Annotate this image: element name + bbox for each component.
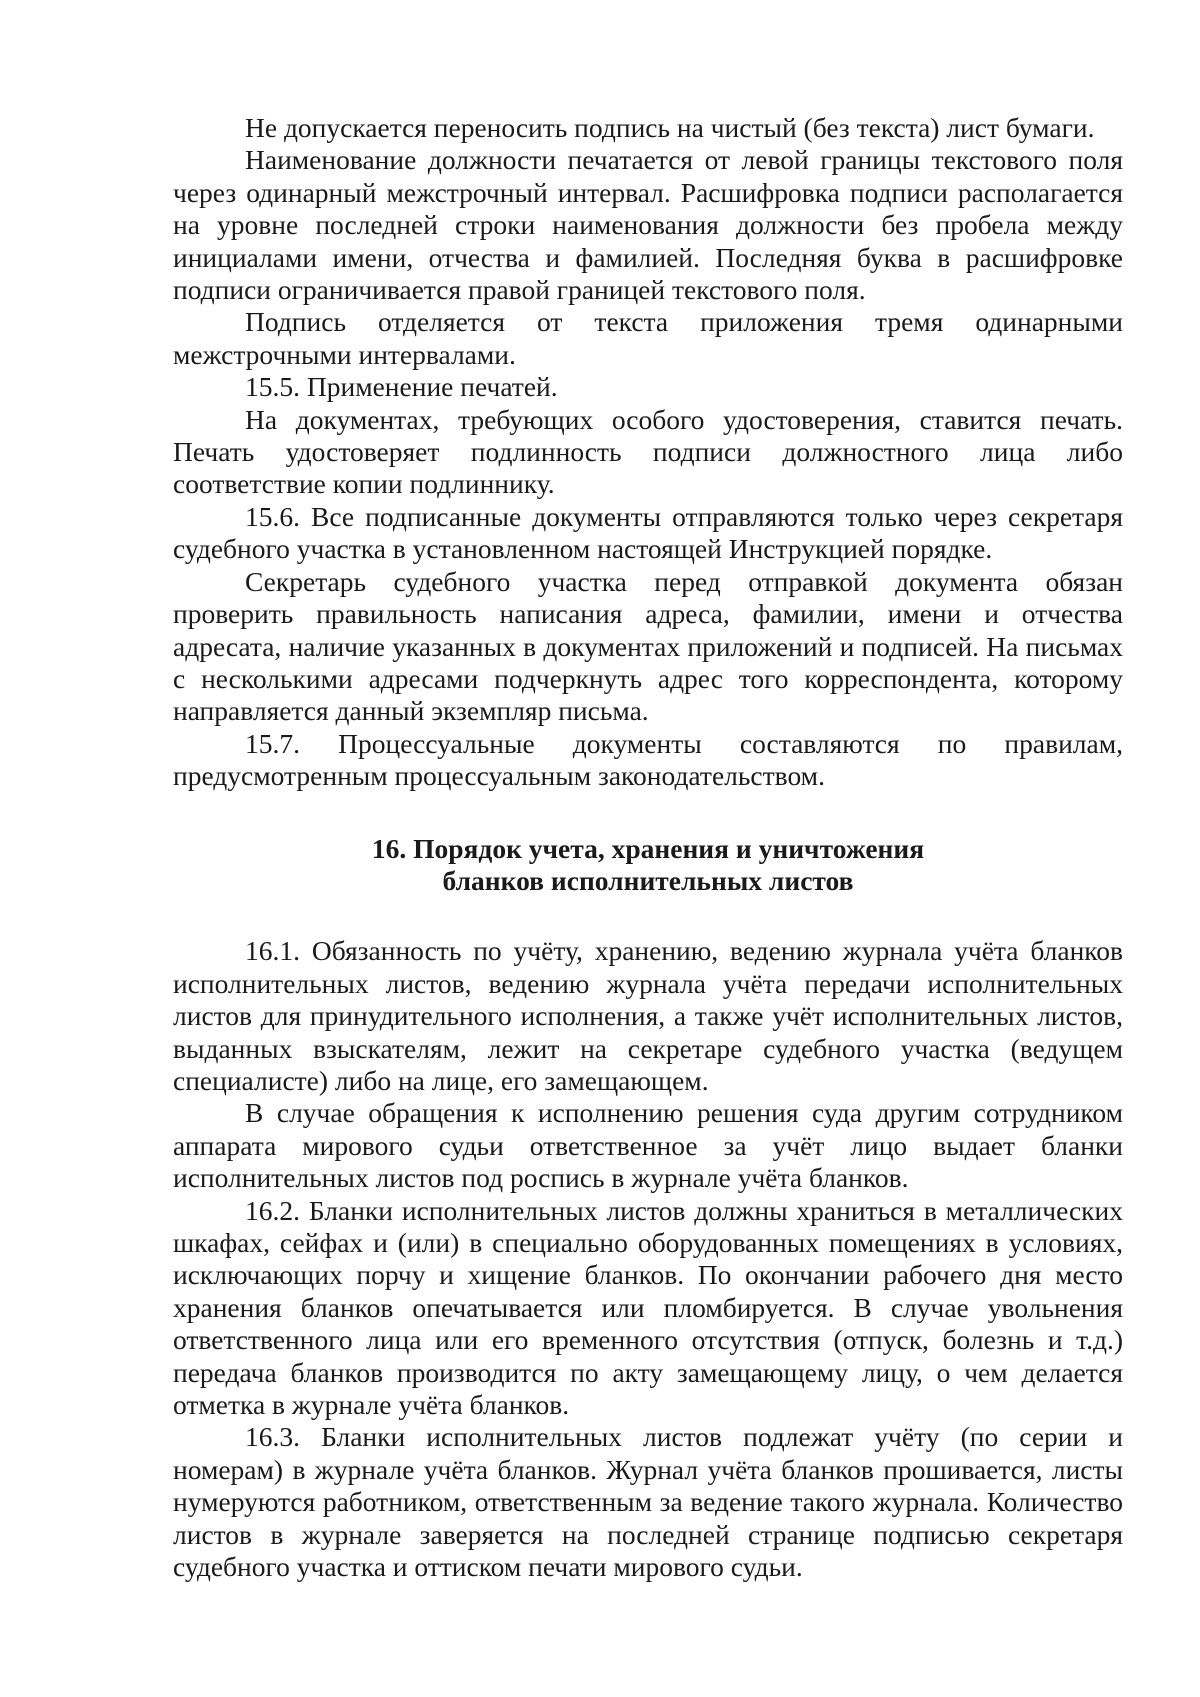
section-16-heading [173, 833, 1123, 898]
paragraph-15-6: 15.6. Все подписанные документы отправляются только через секретаря судебного участка в установленном настоящей Инструкцией порядке. [173, 500, 1123, 565]
paragraph-secretary-check: Секретарь судебного участка перед отправкой документа обязан проверить правильность написания адреса, фамилии, имени и отчества адресата, наличие указанных в документах приложений и подписей. На письмах с несколькими адресами подчеркнуть адрес того корреспондента, которому направляется данный экземпляр письма. [173, 565, 1123, 727]
paragraph-16-3: 16.3. Бланки исполнительных листов подлежат учёту (по серии и номерам) в журнале учёта бланков. Журнал учёта бланков прошивается, листы нумеруются работником, ответственным за ведение такого журнала. Количество листов в журнале заверяется на последней странице подписью секретаря судебного участка и оттиском печати мирового судьи. [173, 1421, 1123, 1583]
section-16-heading-line-2: бланков исполнительных листов [442, 864, 854, 896]
paragraph-seal-usage: На документах, требующих особого удостоверения, ставится печать. Печать удостоверяет подлинность подписи должностного лица либо соответствие копии подлиннику. [173, 403, 1123, 500]
paragraph-15-5-title: 15.5. Применение печатей. [245, 371, 558, 403]
paragraph-signature-spacing: Подпись отделяется от текста приложения тремя одинарными межстрочными интервалами. [173, 306, 1123, 370]
paragraph-15-7: 15.7. Процессуальные документы составляются по правилам, предусмотренным процессуальным законодательством. [173, 727, 1123, 792]
paragraph-other-employee: В случае обращения к исполнению решения суда другим сотрудником аппарата мирового судьи ответственное за учёт лицо выдает бланки исполнительных листов под роспись в журнале учёта бланков. [173, 1097, 1123, 1194]
paragraph-16-2: 16.2. Бланки исполнительных листов должны храниться в металлических шкафах, сейфах и (или) в специально оборудованных помещениях в условиях, исключающих порчу и хищение бланков. По окончании рабочего дня место хранения бланков опечатывается или пломбируется. В случае увольнения ответственного лица или его временного отсутствия (отпуск, болезнь и т.д.) передача бланков производится по акту замещающему лицу, о чем делается отметка в журнале учёта бланков. [173, 1194, 1123, 1421]
paragraph-16-1: 16.1. Обязанность по учёту, хранению, ведению журнала учёта бланков исполнительных листов, ведению журнала учёта передачи исполнительных листов для принудительного исполнения, а также учёт исполнительных листов, выданных взыскателям, лежит на секретаре судебного участка (ведущем специалисте) либо на лице, его замещающем. [173, 935, 1123, 1096]
paragraph-signature-blank-sheet: Не допускается переносить подпись на чистый (без текста) лист бумаги. [245, 112, 1095, 143]
section-16-heading-line-1: 16. Порядок учета, хранения и уничтожения [371, 832, 925, 864]
paragraph-position-title: Наименование должности печатается от левой границы текстового поля через одинарный межстрочный интервал. Расшифровка подписи располагается на уровне последней строки наименования должности без пробела между инициалами имени, отчества и фамилией. Последняя буква в расшифровке подписи ограничивается правой границей текстового поля. [173, 144, 1123, 306]
document-body [173, 112, 1123, 1583]
